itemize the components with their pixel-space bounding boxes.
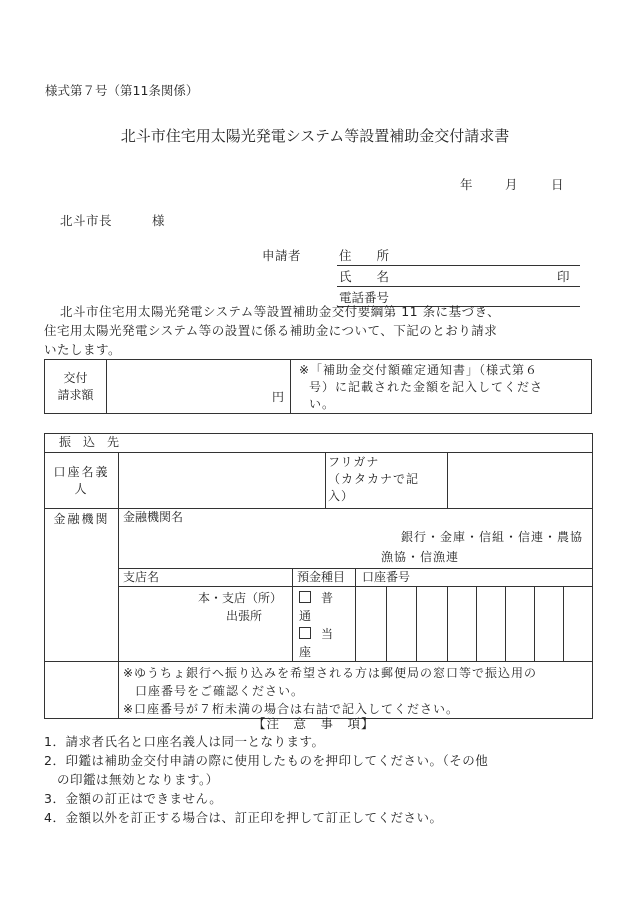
checkbox-icon bbox=[299, 627, 311, 639]
bank-note-line: ※口座番号が７桁未満の場合は右詰で記入してください。 bbox=[123, 702, 460, 716]
institution-types-line: 漁協・信漁連 bbox=[381, 549, 460, 564]
applicant-label: 申請者 bbox=[262, 248, 302, 263]
addressee-honorific: 様 bbox=[152, 213, 165, 228]
furigana-label-line: フリガナ bbox=[328, 455, 380, 469]
deposit-option-current[interactable] bbox=[299, 625, 355, 661]
bank-notes bbox=[119, 662, 593, 719]
bank-note-line: ※ゆうちょ銀行へ振り込みを希望される方は郵便局の窓口等で振込用の bbox=[123, 666, 538, 680]
deposit-type-options bbox=[293, 587, 356, 662]
deposit-option-ordinary[interactable] bbox=[299, 589, 355, 625]
body-text-line: 北斗市住宅用太陽光発電システム等設置補助金交付要綱第 11 条に基づき、 bbox=[60, 304, 501, 319]
note-item: 4．金額以外を訂正する場合は、訂正印を押して訂正してください。 bbox=[44, 810, 443, 825]
institution-label-tail bbox=[45, 662, 119, 719]
address-line bbox=[337, 265, 580, 266]
amount-input[interactable] bbox=[107, 360, 291, 414]
institution-name-label: 金融機関名 bbox=[119, 509, 593, 527]
deposit-option-label: 普 通 bbox=[299, 591, 346, 623]
account-digit-box[interactable] bbox=[356, 587, 387, 662]
branch-type-line: 本・支店（所） bbox=[197, 591, 282, 605]
form-number: 様式第７号（第11条関係） bbox=[45, 83, 199, 98]
holder-label-line: 人 bbox=[74, 481, 89, 496]
notes-list bbox=[44, 736, 488, 831]
account-digit-box[interactable] bbox=[506, 587, 535, 662]
account-number-label: 口座番号 bbox=[356, 569, 593, 587]
account-digit-box[interactable] bbox=[564, 587, 593, 662]
account-digit-box[interactable] bbox=[387, 587, 417, 662]
note-item: 3．金額の訂正はできません。 bbox=[44, 791, 223, 806]
amount-label-cell bbox=[45, 360, 107, 414]
date-year: 年 bbox=[460, 177, 473, 192]
institution-types-line: 銀行・金庫・信組・信連・農協 bbox=[401, 529, 584, 544]
institution-name-input[interactable] bbox=[119, 527, 593, 569]
account-digit-box[interactable] bbox=[535, 587, 564, 662]
deposit-type-label: 預金種目 bbox=[293, 569, 356, 587]
account-digit-box[interactable] bbox=[477, 587, 506, 662]
body-text-line: いたします。 bbox=[44, 342, 122, 357]
yen-unit: 円 bbox=[271, 390, 284, 404]
institution-label: 金融機関 bbox=[45, 509, 119, 662]
body-text-line: 住宅用太陽光発電システム等の設置に係る補助金について、下記のとおり請求 bbox=[44, 323, 498, 338]
holder-name-input[interactable] bbox=[119, 453, 326, 509]
bank-table bbox=[44, 433, 593, 719]
name-line bbox=[337, 286, 580, 287]
furigana-label-line: （カタカナで記 bbox=[328, 472, 420, 486]
notes-heading: 【注 意 事 項】 bbox=[253, 716, 375, 731]
amount-label: 請求額 bbox=[57, 387, 94, 402]
date-month: 月 bbox=[505, 177, 518, 192]
amount-note-line: い。 bbox=[309, 397, 336, 411]
name-label: 氏 名 bbox=[339, 269, 390, 284]
amount-note-line: ※「補助金交付額確定通知書」（様式第６ bbox=[299, 363, 539, 377]
holder-label bbox=[45, 453, 119, 509]
address-label: 住 所 bbox=[339, 248, 390, 263]
amount-note-line: 号）に記載された金額を記入してくださ bbox=[309, 380, 544, 394]
account-digit-box[interactable] bbox=[417, 587, 448, 662]
addressee: 北斗市長 bbox=[60, 213, 113, 228]
seal-mark: 印 bbox=[557, 269, 570, 284]
amount-label: 交付 bbox=[63, 370, 88, 385]
furigana-label bbox=[326, 453, 448, 509]
note-item: 1．請求者氏名と口座名義人は同一となります。 bbox=[44, 734, 325, 749]
page-title: 北斗市住宅用太陽光発電システム等設置補助金交付請求書 bbox=[120, 127, 510, 145]
amount-note bbox=[291, 360, 592, 414]
branch-label: 支店名 bbox=[119, 569, 293, 587]
branch-type-line: 出張所 bbox=[225, 609, 262, 623]
bank-header: 振 込 先 bbox=[45, 434, 593, 453]
furigana-input[interactable] bbox=[448, 453, 593, 509]
note-item: 2．印鑑は補助金交付申請の際に使用したものを押印してください。（その他 bbox=[44, 753, 489, 768]
checkbox-icon bbox=[299, 591, 311, 603]
amount-table bbox=[44, 359, 592, 414]
branch-input[interactable] bbox=[119, 587, 293, 662]
phone-label: 電話番号 bbox=[339, 290, 390, 305]
date-day: 日 bbox=[551, 177, 564, 192]
note-item: の印鑑は無効となります。） bbox=[44, 772, 219, 787]
furigana-label-line: 入） bbox=[328, 489, 355, 503]
bank-note-line: 口座番号をご確認ください。 bbox=[135, 684, 305, 698]
deposit-option-label: 当 座 bbox=[299, 627, 346, 659]
account-digit-box[interactable] bbox=[448, 587, 477, 662]
holder-label-line: 口座名義 bbox=[53, 464, 110, 479]
